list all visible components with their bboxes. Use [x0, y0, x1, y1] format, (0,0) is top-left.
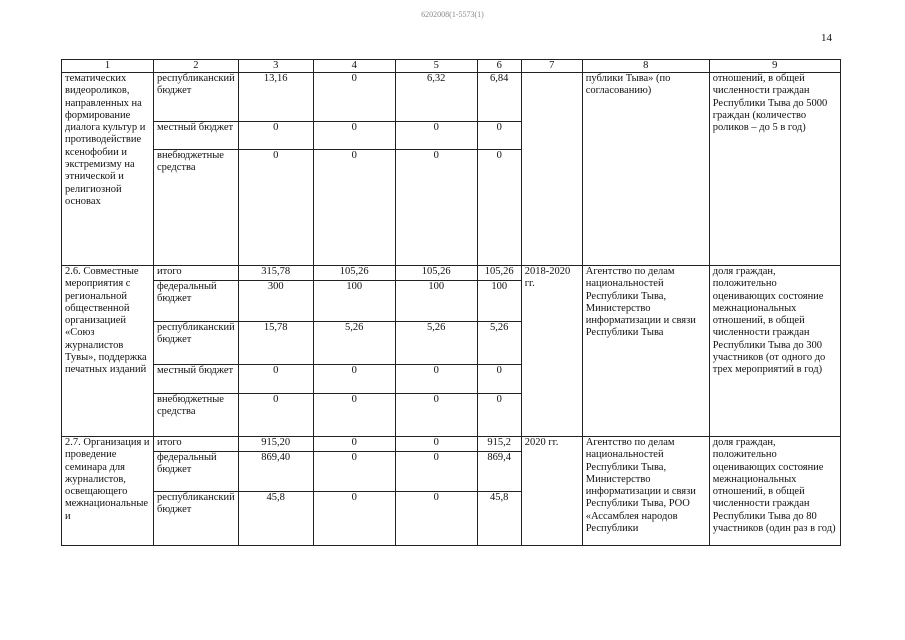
- amount-2019: 0: [395, 365, 477, 394]
- amount-total: 869,40: [238, 452, 313, 492]
- amount-2018: 0: [313, 394, 395, 437]
- funding-source: республиканский бюджет: [154, 73, 239, 122]
- measure-description: тематических видеороликов, направленных на формирование диалога культур и противодействие ксенофобии и экстремизму на этнической и религиозной основах: [62, 73, 154, 266]
- amount-2019: 0: [395, 394, 477, 437]
- amount-2020: 6,84: [477, 73, 521, 122]
- amount-total: 915,20: [238, 437, 313, 452]
- amount-2018: 0: [313, 452, 395, 492]
- amount-2020: 0: [477, 150, 521, 266]
- funding-source: республиканский бюджет: [154, 492, 239, 546]
- measure-description: 2.6. Совместные мероприятия с региональной общественной организацией «Союз журналистов Тувы», поддержка печатных изданий: [62, 266, 154, 437]
- amount-2019: 0: [395, 452, 477, 492]
- amount-2019: 0: [395, 492, 477, 546]
- col-number-2: 2: [154, 60, 239, 73]
- amount-2020: 869,4: [477, 452, 521, 492]
- amount-2020: 0: [477, 394, 521, 437]
- funding-source: итого: [154, 266, 239, 281]
- amount-2019: 100: [395, 281, 477, 322]
- column-number-row: [62, 60, 841, 73]
- amount-total: 315,78: [238, 266, 313, 281]
- amount-2018: 0: [313, 73, 395, 122]
- funding-source: внебюджетные средства: [154, 150, 239, 266]
- responsible-executors: Агентство по делам национальностей Республики Тыва, Министерство информатизации и связи Республики Тыва: [582, 266, 709, 437]
- amount-2019: 105,26: [395, 266, 477, 281]
- amount-total: 300: [238, 281, 313, 322]
- amount-2018: 100: [313, 281, 395, 322]
- amount-2019: 0: [395, 122, 477, 150]
- amount-2018: 0: [313, 492, 395, 546]
- amount-2020: 45,8: [477, 492, 521, 546]
- col-number-3: 3: [238, 60, 313, 73]
- amount-2020: 0: [477, 365, 521, 394]
- amount-2018: 0: [313, 437, 395, 452]
- amount-2020: 0: [477, 122, 521, 150]
- expected-results: доля граждан, положительно оценивающих состояние межнациональных отношений, в общей численности граждан Республики Тыва до 300 участников (от одного до трех мероприятий в год): [709, 266, 840, 437]
- responsible-executors: публики Тыва» (по согласованию): [582, 73, 709, 266]
- amount-2020: 105,26: [477, 266, 521, 281]
- amount-total: 0: [238, 122, 313, 150]
- table-row: [62, 437, 841, 452]
- document-code: 6202008(1-5573(1): [421, 10, 484, 19]
- funding-source: местный бюджет: [154, 365, 239, 394]
- amount-2020: 100: [477, 281, 521, 322]
- amount-total: 0: [238, 150, 313, 266]
- execution-term: 2018-2020 гг.: [521, 266, 582, 437]
- col-number-1: 1: [62, 60, 154, 73]
- col-number-6: 6: [477, 60, 521, 73]
- table-row: [62, 73, 841, 122]
- funding-source: внебюджетные средства: [154, 394, 239, 437]
- amount-2018: 0: [313, 365, 395, 394]
- col-number-5: 5: [395, 60, 477, 73]
- amount-2019: 5,26: [395, 322, 477, 365]
- amount-total: 15,78: [238, 322, 313, 365]
- term-cell: [521, 73, 582, 266]
- expected-results: отношений, в общей численности граждан Республики Тыва до 5000 граждан (количество роликов – до 5 в год): [709, 73, 840, 266]
- execution-term: 2020 гг.: [521, 437, 582, 546]
- funding-source: федеральный бюджет: [154, 452, 239, 492]
- amount-total: 13,16: [238, 73, 313, 122]
- amount-2020: 915,2: [477, 437, 521, 452]
- col-number-9: 9: [709, 60, 840, 73]
- funding-source: республиканский бюджет: [154, 322, 239, 365]
- amount-2019: 0: [395, 150, 477, 266]
- amount-total: 0: [238, 394, 313, 437]
- amount-2019: 6,32: [395, 73, 477, 122]
- amount-2019: 0: [395, 437, 477, 452]
- page-number: 14: [821, 32, 832, 44]
- measure-description: 2.7. Организация и проведение семинара для журналистов, освещающего межнациональные и: [62, 437, 154, 546]
- amount-total: 0: [238, 365, 313, 394]
- amount-2018: 105,26: [313, 266, 395, 281]
- funding-source: местный бюджет: [154, 122, 239, 150]
- amount-2018: 0: [313, 122, 395, 150]
- amount-2018: 0: [313, 150, 395, 266]
- col-number-8: 8: [582, 60, 709, 73]
- table-row: [62, 266, 841, 281]
- expected-results: доля граждан, положительно оценивающих состояние межнациональных отношений, в общей численности граждан Республики Тыва до 80 участников (один раз в год): [709, 437, 840, 546]
- funding-source: итого: [154, 437, 239, 452]
- funding-source: федеральный бюджет: [154, 281, 239, 322]
- col-number-7: 7: [521, 60, 582, 73]
- col-number-4: 4: [313, 60, 395, 73]
- program-table: [61, 59, 841, 546]
- amount-2018: 5,26: [313, 322, 395, 365]
- responsible-executors: Агентство по делам национальностей Республики Тыва, Министерство информатизации и связи Республики Тыва, РОО «Ассамблея народов Республики: [582, 437, 709, 546]
- amount-2020: 5,26: [477, 322, 521, 365]
- amount-total: 45,8: [238, 492, 313, 546]
